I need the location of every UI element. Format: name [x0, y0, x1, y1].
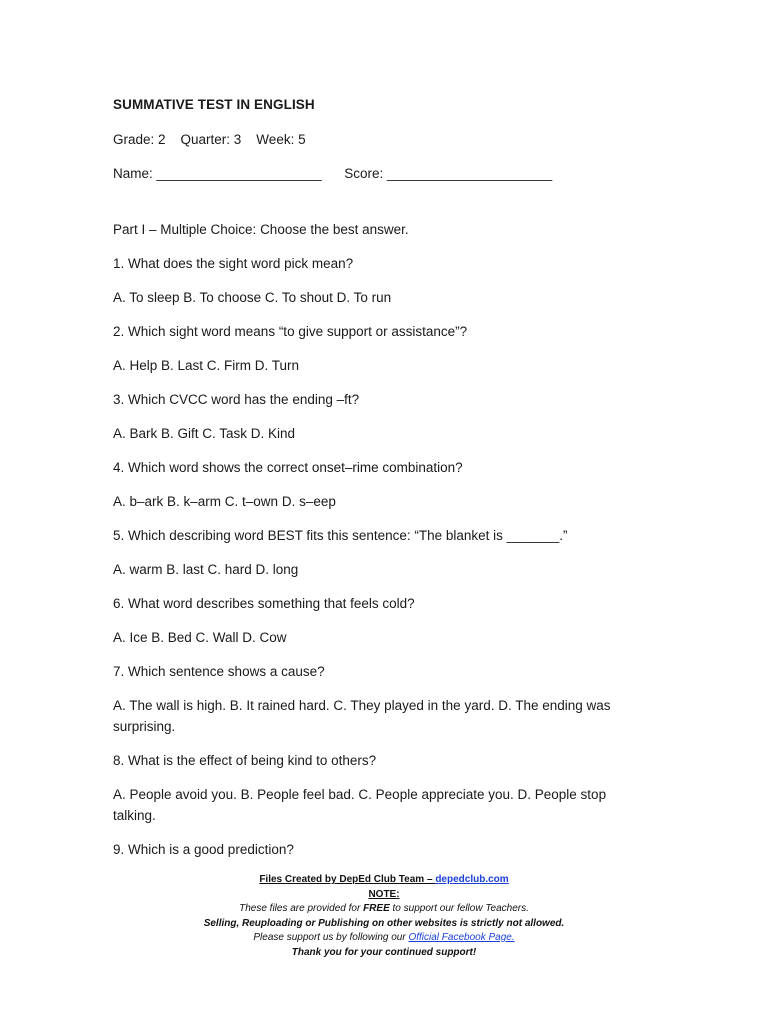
footer-free-word: FREE [363, 903, 390, 914]
footer-follow [0, 931, 768, 946]
footer-free-note-c: to support our fellow Teachers. [389, 903, 529, 914]
question-2: 2. Which sight word means “to give support or assistance”? [113, 324, 468, 339]
question-4: 4. Which word shows the correct onset–rime combination? [113, 460, 463, 475]
footer-warning: Selling, Reuploading or Publishing on other websites is strictly not allowed. [203, 917, 565, 929]
footer-credit-text: Files Created by DepEd Club Team – [259, 874, 436, 885]
test-body [113, 94, 643, 873]
footer-free-note [0, 902, 768, 917]
choices-5: A. warm B. last C. hard D. long [113, 562, 299, 577]
grade-quarter-week: Grade: 2 Quarter: 3 Week: 5 [113, 132, 306, 147]
footer-free-note-a: These files are provided for [239, 903, 364, 914]
choices-3: A. Bark B. Gift C. Task D. Kind [113, 426, 296, 441]
choices-1: A. To sleep B. To choose C. To shout D. To run [113, 290, 392, 305]
footer-facebook-link[interactable]: Official Facebook Page. [408, 932, 515, 943]
question-3: 3. Which CVCC word has the ending –ft? [113, 392, 360, 407]
choices-2: A. Help B. Last C. Firm D. Turn [113, 358, 300, 373]
question-5: 5. Which describing word BEST fits this sentence: “The blanket is _______.” [113, 528, 568, 543]
choices-8: A. People avoid you. B. People feel bad. C. People appreciate you. D. People stop talking. [113, 787, 607, 823]
question-1: 1. What does the sight word pick mean? [113, 256, 354, 271]
question-9: 9. Which is a good prediction? [113, 842, 294, 857]
choices-6: A. Ice B. Bed C. Wall D. Cow [113, 630, 287, 645]
question-7: 7. Which sentence shows a cause? [113, 664, 325, 679]
choices-7: A. The wall is high. B. It rained hard. C. They played in the yard. D. The ending was surprising. [113, 698, 611, 734]
name-score-line: Name: ______________________ Score: ______________________ [113, 166, 553, 181]
footer-site-link[interactable]: depedclub.com [435, 874, 509, 885]
choices-4: A. b–ark B. k–arm C. t–own D. s–eep [113, 494, 336, 509]
footer-note-label: NOTE: [368, 888, 400, 900]
footer-credit [0, 873, 768, 888]
page-footer [0, 873, 768, 960]
page-title: SUMMATIVE TEST IN ENGLISH [113, 97, 315, 112]
question-8: 8. What is the effect of being kind to others? [113, 753, 377, 768]
part1-instruction: Part I – Multiple Choice: Choose the best answer. [113, 222, 409, 237]
footer-follow-text: Please support us by following our [253, 932, 409, 943]
footer-thanks: Thank you for your continued support! [291, 946, 477, 958]
question-6: 6. What word describes something that feels cold? [113, 596, 415, 611]
